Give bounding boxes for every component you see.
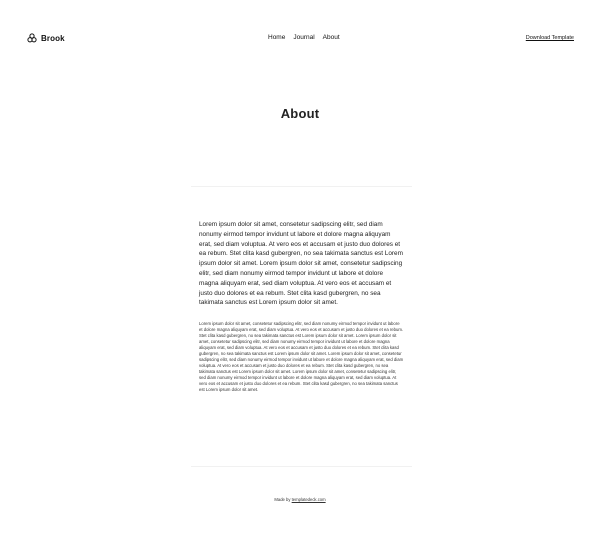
download-template-link[interactable]: Download Template (525, 35, 574, 41)
brand-logo[interactable] (27, 33, 65, 43)
body-paragraph: Lorem ipsum dolor sit amet, consetetur sadipscing elitr, sed diam nonumy eirmod tempor invidunt ut labore et dolore magna aliquyam erat, sed diam voluptua. At vero eos et accusam et justo duo dolores et ea rebum. Stet clita kasd gubergren, no sea takimata sanctus est Lorem ipsum dolor sit amet. Lorem ipsum dolor sit amet, consetetur sadipscing elitr, sed diam nonumy eirmod tempor invidunt ut labore et dolore magna aliquyam erat, sed diam voluptua. At vero eos et accusam et justo duo dolores et ea rebum. Stet clita kasd gubergren, no sea takimata sanctus est Lorem ipsum dolor sit amet. Lorem ipsum dolor sit amet, consetetur sadipscing elitr, sed diam nonumy eirmod tempor invidunt ut labore et dolore magna aliquyam erat, sed diam voluptua. At vero eos et accusam et justo duo dolores et ea rebum. Stet clita kasd gubergren, no sea takimata sanctus est Lorem ipsum dolor sit amet. Lorem ipsum dolor sit amet, consetetur sadipscing elitr, sed diam nonumy eirmod tempor invidunt ut labore et dolore magna aliquyam erat, sed diam voluptua. At vero eos et accusam et justo duo dolores et ea rebum. Stet clita kasd gubergren, no sea takimata sanctus est Lorem ipsum dolor sit amet. (199, 321, 404, 393)
top-bar (0, 0, 600, 78)
footer-link[interactable]: templatedeck.com (291, 497, 326, 502)
lead-paragraph: Lorem ipsum dolor sit amet, consetetur sadipscing elitr, sed diam nonumy eirmod tempor invidunt ut labore et dolore magna aliquyam erat, sed diam voluptua. At vero eos et accusam et justo duo dolores et ea rebum. Stet clita kasd gubergren, no sea takimata sanctus est Lorem ipsum dolor sit amet. Lorem ipsum dolor sit amet, consetetur sadipscing elitr, sed diam nonumy eirmod tempor invidunt ut labore et dolore magna aliquyam erat, sed diam voluptua. At vero eos et accusam et justo duo dolores et ea rebum. Stet clita kasd gubergren, no sea takimata sanctus est Lorem ipsum dolor sit amet. (199, 221, 403, 307)
nav-item-about[interactable]: About (322, 34, 340, 41)
footer-prefix: Made by (274, 497, 291, 502)
about-content (191, 186, 412, 467)
nav-item-journal[interactable]: Journal (293, 34, 315, 41)
main-nav (268, 34, 340, 41)
page-title: About (280, 106, 320, 121)
nav-item-home[interactable]: Home (268, 34, 286, 41)
brook-logo-icon (27, 33, 37, 43)
footer (0, 497, 600, 502)
brand-name: Brook (41, 33, 65, 43)
